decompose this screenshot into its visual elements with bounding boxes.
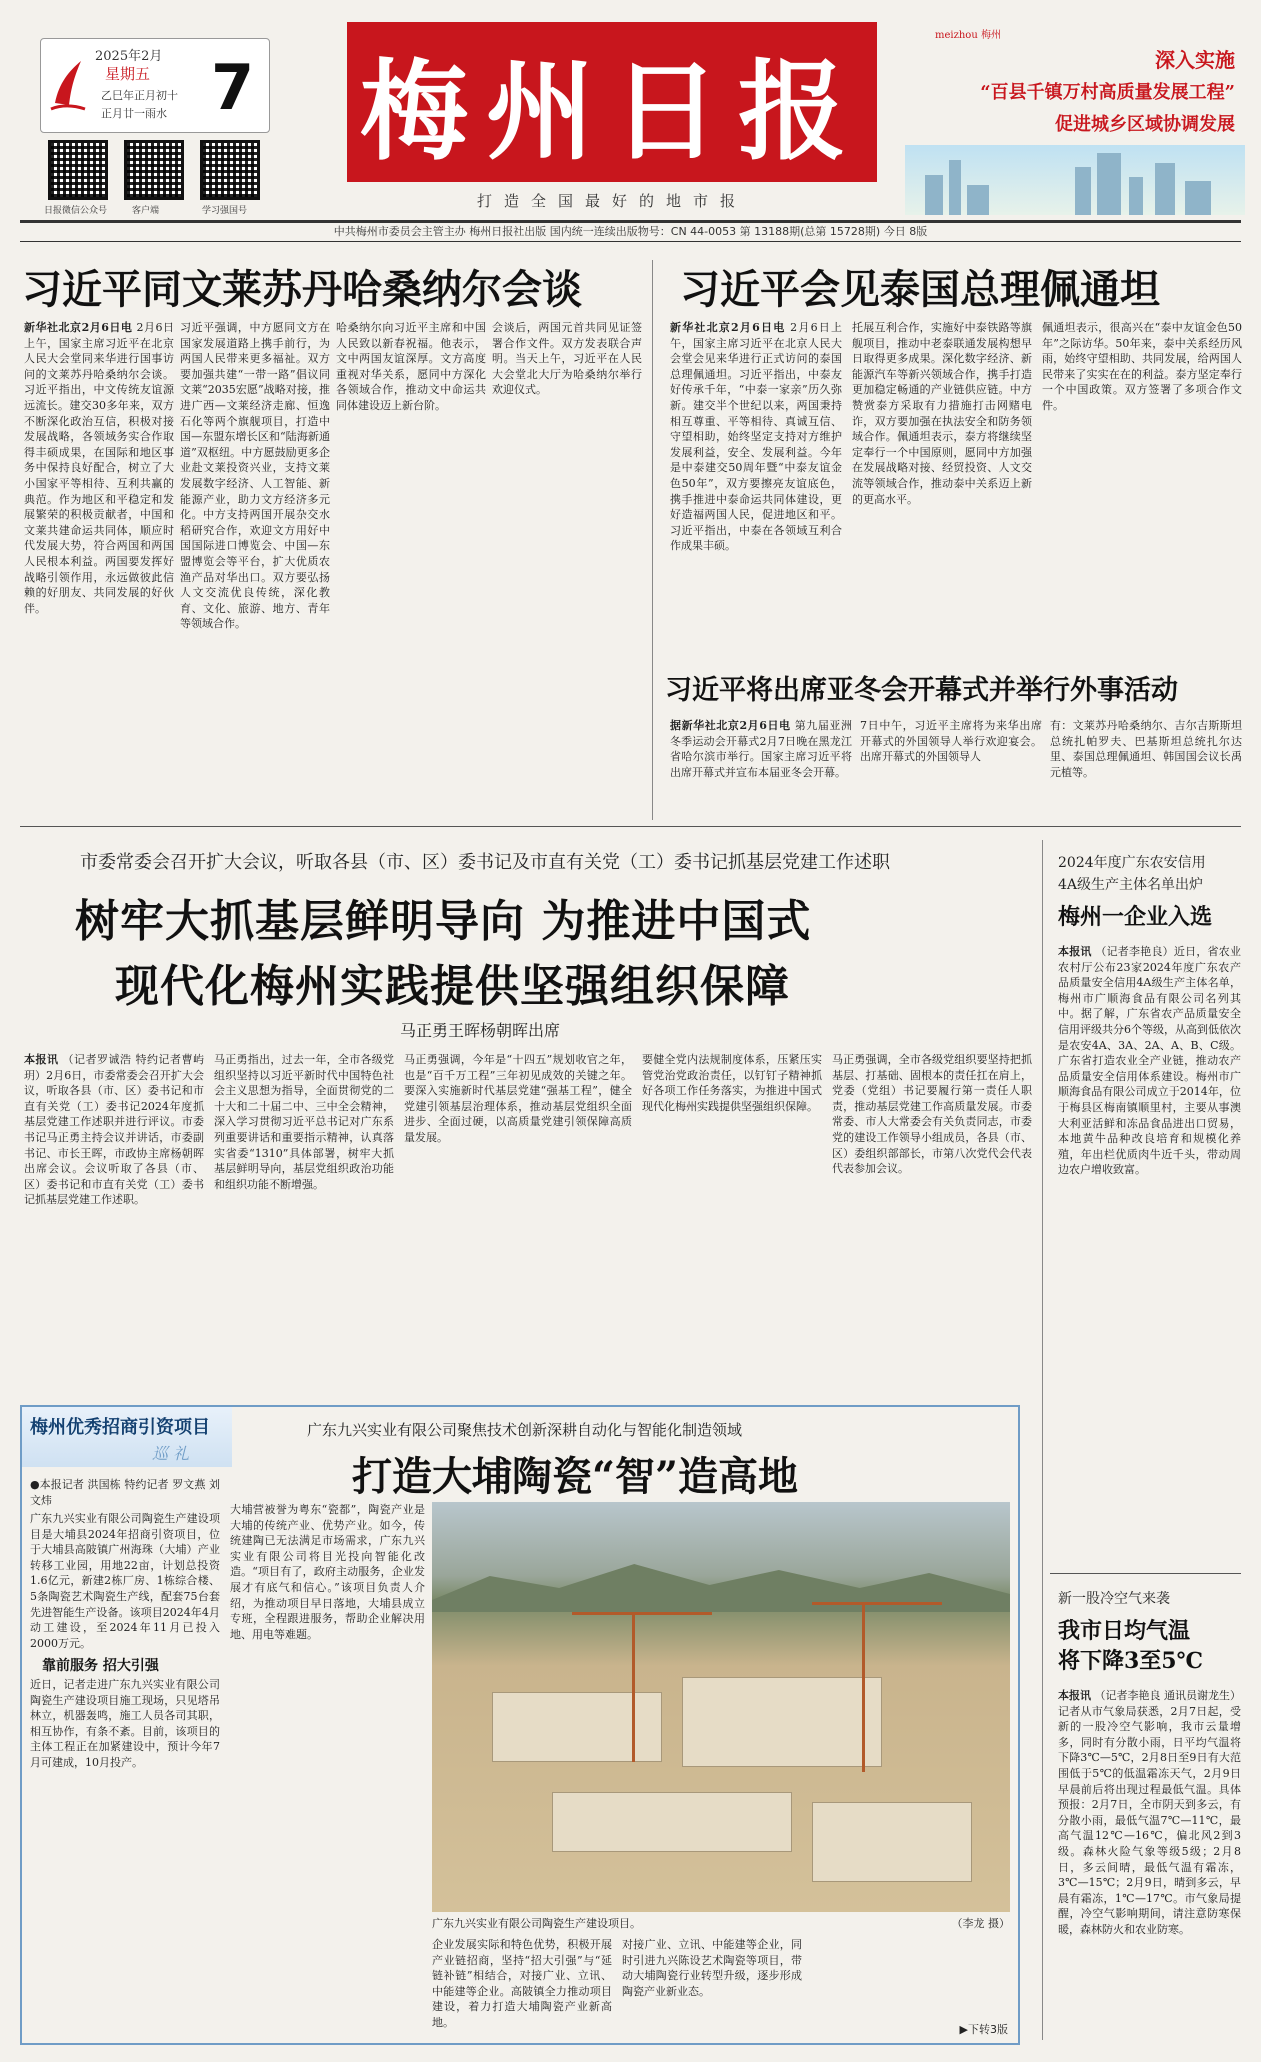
dateline: 本报讯 [1058,1689,1091,1702]
story4-column [24,1052,204,1387]
story3-column [670,718,852,818]
section-rule [20,826,1241,827]
caption-text: 广东九兴实业有限公司陶瓷生产建设项目。 [432,1917,641,1930]
qr-caption: 学习强国号 [202,206,248,216]
story3-column: 有：文莱苏丹哈桑纳尔、吉尔吉斯斯坦总统扎帕罗夫、巴基斯坦总统扎尔达里、泰国总理佩通坦、韩国国会议长禹元植等。 [1050,719,1242,779]
side2-text [1058,1688,1241,2048]
feature-column: 大埔营被誉为粤东“瓷都”，陶瓷产业是大埔的传统产业、优势产业。如今，传统建陶已无法满足市场需求，广东九兴实业有限公司将目光投向智能化改造。“项目有了，政府主动服务，企业发展才有底气和信心。”该项目负责人介绍，为推动项目早日落地，大埔县成立专班，全程跟进服务，帮助企业解决用地、用电等难题。 [230,1503,425,1641]
paper-name: 梅州日报 [359,48,864,175]
story4-column: 马正勇强调，全市各级党组织要坚持把抓基层、打基础、固根本的责任扛在肩上，党委（党组）书记要履行第一责任人职责，推动基层党建工作高质量发展。市委常委、市人大常委会有关负责同志，市委党的建设工作领导小组成员，各县（市、区）委组织部部长，市第八次党代会代表代表参加会议。 [832,1053,1032,1176]
solar-term: 正月廿一雨水 [101,107,167,120]
story4-column: 马正勇强调，今年是“十四五”规划收官之年，也是“百千万工程”三年初见成效的关键之年。要深入实施新时代基层党建“强基工程”，健全党建引领基层治理体系，推动基层党组织全面进步、全面过硬，以高质量党建引领保障高质量发展。 [404,1053,632,1144]
story4-column: 马正勇指出，过去一年，全市各级党组织坚持以习近平新时代中国特色社会主义思想为指导，全面贯彻党的二十大和二十届二中、三中全会精神，深入学习贯彻习近平总书记对广东系列重要讲话和重要指示精神，认真落实省委“1310”具体部署，树牢大抓基层鲜明导向，基层党组织政治功能和组织功能不断增强。 [214,1053,394,1191]
side2-headline: 我市日均气温 [1058,1618,1191,1644]
qr-code-icon[interactable] [124,140,184,200]
story2-column: 托展互利合作，实施好中泰铁路等旗舰项目，推动中老泰联通发展构想早日取得更多成果。深化数字经济、新能源汽车等新兴领域合作，携手打造更加稳定畅通的产业链供应链。中方赞赏泰方采取有力措施打击网赌电诈，双方要加强在执法安全和防务领域合作。佩通坦表示，泰方将继续坚定奉行一个中国原则，愿同中方加强在发展战略对接、经贸投资、人文交流等领域合作，推动泰中关系迈上新的更高水平。 [852,321,1032,506]
date-box [40,38,270,133]
story4-headline: 树牢大抓基层鲜明导向 为推进中国式 [75,896,812,947]
story4-text: （记者罗诚浩 特约记者曹屿玥）2月6日，市委常委会召开扩大会议，听取各县（市、区）委书记和市直有关党（工）委书记2024年度抓基层党建工作述职并进行评议。市委书记马正勇主持会议并讲话，市委副书记、市长王晖，市政协主席杨朝晖出席会议。会议听取了各县（市、区）委书记和市直有关党（工）委书记抓基层党建工作述职。 [24,1053,204,1207]
feature-column: 企业发展实际和特色优势，积极开展产业链招商，坚持“招大引强”与“延链补链”相结合，对接广业、立讯、中能建等企业。高陂镇全力推动项目建设，着力打造大埔陶瓷产业新高地。 [432,1938,612,2029]
feature-reporters: ●本报记者 洪国栋 特约记者 罗文燕 刘文炜 [30,1478,220,1507]
story3-column: 7日中午，习近平主席将为来华出席开幕式的外国领导人举行欢迎宴会。出席开幕式的外国领导人 [860,719,1042,764]
skyline-illustration [905,145,1245,215]
side1-kicker: 2024年度广东农安信用 [1058,855,1206,871]
story4-column: 要健全党内法规制度体系，压紧压实管党治党政治责任，以钉钉子精神抓好各项工作任务落实，为推进中国式现代化梅州实践提供坚强组织保障。 [642,1053,822,1113]
side1-headline: 梅州一企业入选 [1058,904,1213,930]
construction-site-photo [432,1502,1010,1912]
paper-logo-icon [49,53,87,113]
feature-column: 近日，记者走进广东九兴实业有限公司陶瓷生产建设项目施工现场，只见塔吊林立，机器轰鸣，施工人员各司其职，相互协作，有条不紊。目前，该项目的主体工程正在加紧建设中，预计今年7月可建成，10月投产。 [30,1678,220,1769]
story1-column: 会谈后，两国元首共同见证签署合作文件。双方发表联合声明。当天上午，习近平在人民大会堂北大厅为哈桑纳尔举行欢迎仪式。 [492,321,642,397]
qr-code-icon[interactable] [200,140,260,200]
feature-subhead: 靠前服务 招大引强 [42,1658,159,1674]
continued-page-link[interactable]: ▶下转3版 [959,2023,1008,2036]
feature-banner [22,1407,232,1467]
publication-info-bar: 中共梅州市委员会主管主办 梅州日报社出版 国内统一连续出版物号：CN 44-0053 第 13188期(总第 15728期) 今日 8版 [20,220,1241,242]
dateline: 本报讯 [1058,945,1092,958]
column-rule [1042,840,1043,2040]
story4-kicker: 市委常委会召开扩大会议，听取各县（市、区）委书记及市直有关党（工）委书记抓基层党建工作述职 [80,852,890,873]
story4-headline: 现代化梅州实践提供坚强组织保障 [115,961,790,1012]
side1-kicker: 4A级生产主体名单出炉 [1058,877,1204,893]
story1-column [24,320,174,800]
story1-column: 哈桑纳尔向习近平主席和中国人民致以新春祝福。他表示，文中两国友谊深厚。文方高度重视对华关系，愿同中方深化各领域合作，推动文中命运共同体建设迈上新台阶。 [336,321,486,412]
story3-text: 第九届亚洲冬季运动会开幕式2月7日晚在黑龙江省哈尔滨市举行。国家主席习近平将出席开幕式并宣布本届亚冬会开幕。 [670,719,852,779]
qr-codes [40,140,270,215]
banner-tag: 巡 礼 [152,1444,190,1463]
promo-line: 促进城乡区域协调发展 [1055,114,1235,135]
banner-title: 梅州优秀招商引资项目 [30,1417,210,1438]
qr-caption: 客户端 [132,206,160,216]
promo-line: 深入实施 [1155,48,1235,72]
side2-body: （记者李艳良 通讯员谢龙生）记者从市气象局获悉，2月7日起，受新的一股冷空气影响，我市云量增多，同时有分散小雨，日平均气温将下降3℃—5℃，2月8日至9日有大范围低于5℃的低温霜冻天气，2月9日早晨前后将出现过程最低气温。具体预报：2月7日，全市阴天到多云，有分散小雨，最低气温7℃—11℃，最高气温12℃—16℃，偏北风2到3级。森林火险气象等级5级；2月8日，多云间晴，最低气温有霜冻，3℃—15℃；2月9日，晴到多云，早晨有霜冻，1℃—17℃。市气象局提醒，冷空气影响期间，请注意防寒保暖，森林防火和农业防寒。 [1058,1689,1241,1936]
weekday: 星期五 [105,65,151,83]
headline-story1: 习近平同文莱苏丹哈桑纳尔会谈 [22,266,582,313]
dateline: 新华社北京2月6日电 [24,321,133,334]
side1-text [1058,944,1241,1564]
promo-banner [905,20,1245,215]
side2-kicker: 新一股冷空气来袭 [1058,1591,1170,1607]
story4-byline: 马正勇王晖杨朝晖出席 [400,1021,561,1040]
feature-headline: 打造大埔陶瓷“智”造高地 [352,1453,799,1500]
column-rule [652,260,653,820]
photo-credit: （李龙 摄） [951,1917,1010,1930]
dateline: 本报讯 [24,1053,59,1066]
feature-column: 广东九兴实业有限公司陶瓷生产建设项目是大埔县2024年招商引资项目，位于大埔县高陂镇广州海珠（大埔）产业转移工业园，用地22亩，计划总投资1.6亿元，新建2栋厂房、1栋综合楼、5条陶瓷艺术陶瓷生产线，配套75台套先进智能生产设备。该项目2024年4月动工建设，至2024年11月已投入2000万元。 [30,1512,220,1650]
day-number: 7 [211,51,255,124]
dateline: 据新华社北京2月6日电 [670,719,791,732]
photo-caption [432,1915,1010,1931]
feature-kicker: 广东九兴实业有限公司聚焦技术创新深耕自动化与智能化制造领域 [307,1421,743,1439]
story2-column: 佩通坦表示，很高兴在“泰中友谊金色50年”之际访华。50年来，泰中关系经历风雨，始终守望相助、共同发展，给两国人民带来了实实在在的利益。泰方坚定奉行一个中国政策。双方签署了多项合作文件。 [1042,321,1242,412]
feature-column: 对接广业、立讯、中能建等企业，同时引进九兴陈设艺术陶瓷等项目，带动大埔陶瓷行业转型升级，逐步形成陶瓷产业新业态。 [622,1938,802,1998]
headline-story2: 习近平会见泰国总理佩通坦 [680,266,1160,313]
date-year-month: 2025年2月 [95,49,163,64]
qr-code-icon[interactable] [48,140,108,200]
story1-column: 习近平强调，中方愿同文方在国家发展道路上携手前行，为两国人民带来更多福祉。双方要加强共建“一带一路”倡议同文莱“2035宏愿”战略对接，推进广西—文莱经济走廊、恒逸石化等两个旗舰项目，打造中国—东盟东增长区和“陆海新通道”双枢纽。中方愿鼓励更多企业赴文莱投资兴业，支持文莱发展数字经济、人工智能、新能源产业，助力文方经济多元化。中方支持两国开展杂交水稻研究合作，欢迎文方用好中国国际进口博览会、中国—东盟博览会等平台，扩大优质农渔产品对华出口。双方要弘扬人文交流优良传统，深化教育、文化、旅游、地方、青年等领域合作。 [180,321,330,631]
feature-box [20,1405,1020,2045]
headline-story3: 习近平将出席亚冬会开幕式并举行外事活动 [665,675,1178,706]
dateline: 新华社北京2月6日电 [670,321,786,334]
section-rule [1050,1573,1241,1574]
story2-column [670,320,842,670]
promo-logo: meizhou 梅州 [935,30,1001,41]
lunar-date: 乙巳年正月初十 [101,89,178,102]
side2-headline: 将下降3至5℃ [1058,1648,1203,1674]
story2-text: 2月6日上午，国家主席习近平在北京人民大会堂会见来华进行正式访问的泰国总理佩通坦。习近平指出，中泰友好传承千年，“中泰一家亲”历久弥新。建交半个世纪以来，两国秉持相互尊重、平等相待、真诚互信、守望相助，始终坚定支持对方维护发展利益，安全、发展利益。今年是中泰建交50周年暨“中泰友谊金色50年”，双方要擦亮友谊底色，携手推进中泰命运共同体建设，更好造福两国人民，促进地区和平。习近平指出，中泰在各领域互利合作成果丰硕。 [670,321,842,553]
qr-caption: 日报微信公众号 [44,206,108,216]
story1-text: 2月6日上午，国家主席习近平在北京人民大会堂同来华进行国事访问的文莱苏丹哈桑纳尔会谈。习近平指出，中文传统友谊源远流长。建交30多年来，双方不断深化政治互信，积极对接发展战略，各领域务实合作取得丰硕成果，在国际和地区事务中保持良好配合，树立了大小国家平等相待、互利共赢的典范。作为地区和平稳定和发展繁荣的积极贡献者，中国和文莱共建命运共同体，顺应时代发展大势，符合两国和两国人民根本利益。两国要发挥好战略引领作用，永远做彼此信赖的好朋友、共同发展的好伙伴。 [24,321,174,615]
paper-motto: 打造全国最好的地市报 [476,192,747,210]
masthead [0,0,1261,225]
newspaper-flag [347,22,877,182]
side1-body: （记者李艳良）近日，省农业农村厅公布23家2024年度广东农产品质量安全信用4A级生产主体名单，梅州市广顺海食品有限公司名列其中。据了解，广东省农产品质量安全信用评级共分6个等级，从高到低依次是农安4A、3A、2A、A、B、C级。广东省打造农业全产业链，推动农产品质量安全信用体系建设。梅州市广顺海食品有限公司成立于2014年，位于梅县区梅南镇顺里村，主要从事澳大利亚活鲜和冻品食品进出口贸易，本地黄牛品种改良培育和规模化养殖，年出栏优质肉牛近千头，带动周边农户增收致富。 [1058,945,1241,1177]
promo-line: “百县千镇万村高质量发展工程” [980,82,1235,103]
